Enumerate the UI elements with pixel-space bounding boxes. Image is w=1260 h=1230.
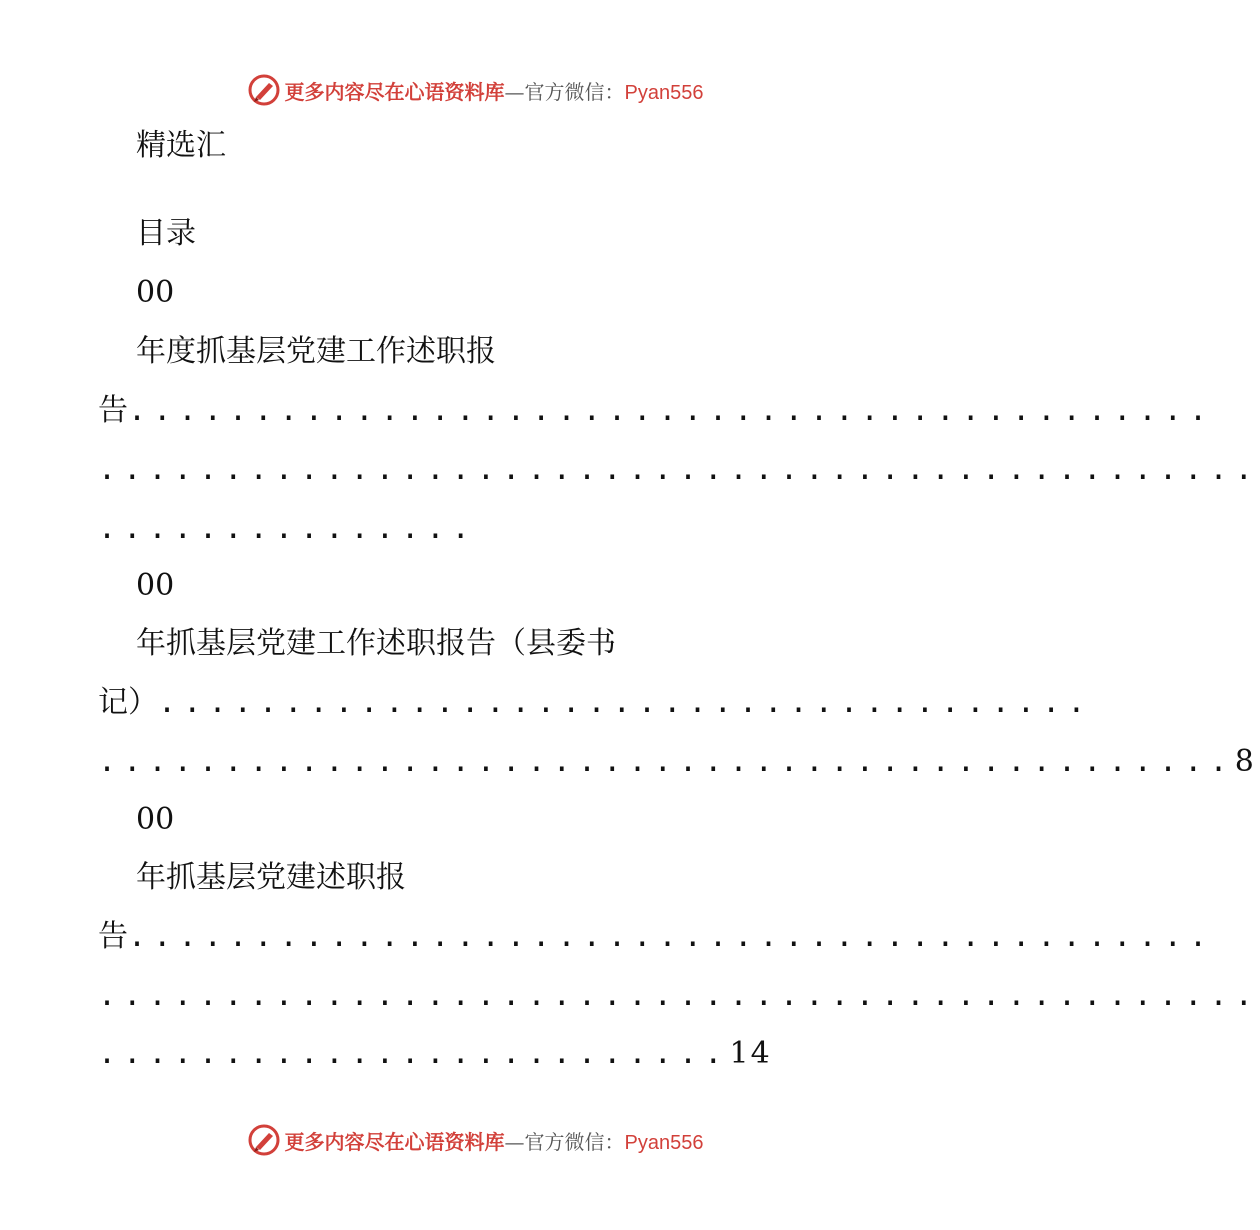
toc-entry-3-tail-text: 告 [98,919,128,954]
banner-part1: 更多内容尽在心语资料库 [284,1129,505,1154]
toc-title: 目录 [136,216,196,251]
pen-logo-icon [247,1123,281,1157]
banner-text [285,1126,704,1155]
toc-entry-2-number: 00 [136,568,175,603]
toc-entry-1-leader: ........................................... [128,393,1215,428]
banner-part2: —官方微信： [504,1129,625,1154]
toc-entry-1-leader-2: .............................................. [98,452,1260,487]
toc-entry-1-title: 年度抓基层党建工作述职报 [136,334,496,369]
toc-entry-3-page: 14 [729,1036,772,1071]
toc-entry-2-tail-text: 记） [98,685,158,720]
banner-part1: 更多内容尽在心语资料库 [284,79,505,104]
footer-banner [0,1120,950,1160]
banner-part3: Pyan556 [624,81,704,104]
toc-entry-2-page: 8 [1234,744,1256,779]
toc-entry-1-tail-text: 告 [98,393,128,428]
banner-text [285,76,704,105]
banner-part3: Pyan556 [624,1131,704,1154]
toc-entry-2-title: 年抓基层党建工作述职报告（县委书 [136,626,616,661]
toc-entry-1-leader-3: ............... [98,511,477,546]
toc-entry-3-leader-2: .............................................. [98,978,1260,1013]
toc-entry-3-number: 00 [136,802,175,837]
banner-part2: —官方微信： [504,79,625,104]
toc-entry-1-number: 00 [136,275,175,310]
toc-entry-3-leader-3: .........................14 [98,1036,772,1071]
toc-entry-2-leader: ..................................... [158,685,1093,720]
toc-entry-3-title-tail [98,919,1214,955]
toc-entry-3-title: 年抓基层党建述职报 [136,860,406,895]
toc-entry-2-title-tail [98,685,1093,721]
toc-entry-3-leader: ........................................... [128,919,1215,954]
toc-entry-1-title-tail [98,393,1214,429]
toc-entry-2-leader-2: .............................................8 [98,744,1256,779]
header-banner [0,70,950,110]
pen-logo-icon [247,73,281,107]
document-heading: 精选汇 [136,128,226,163]
